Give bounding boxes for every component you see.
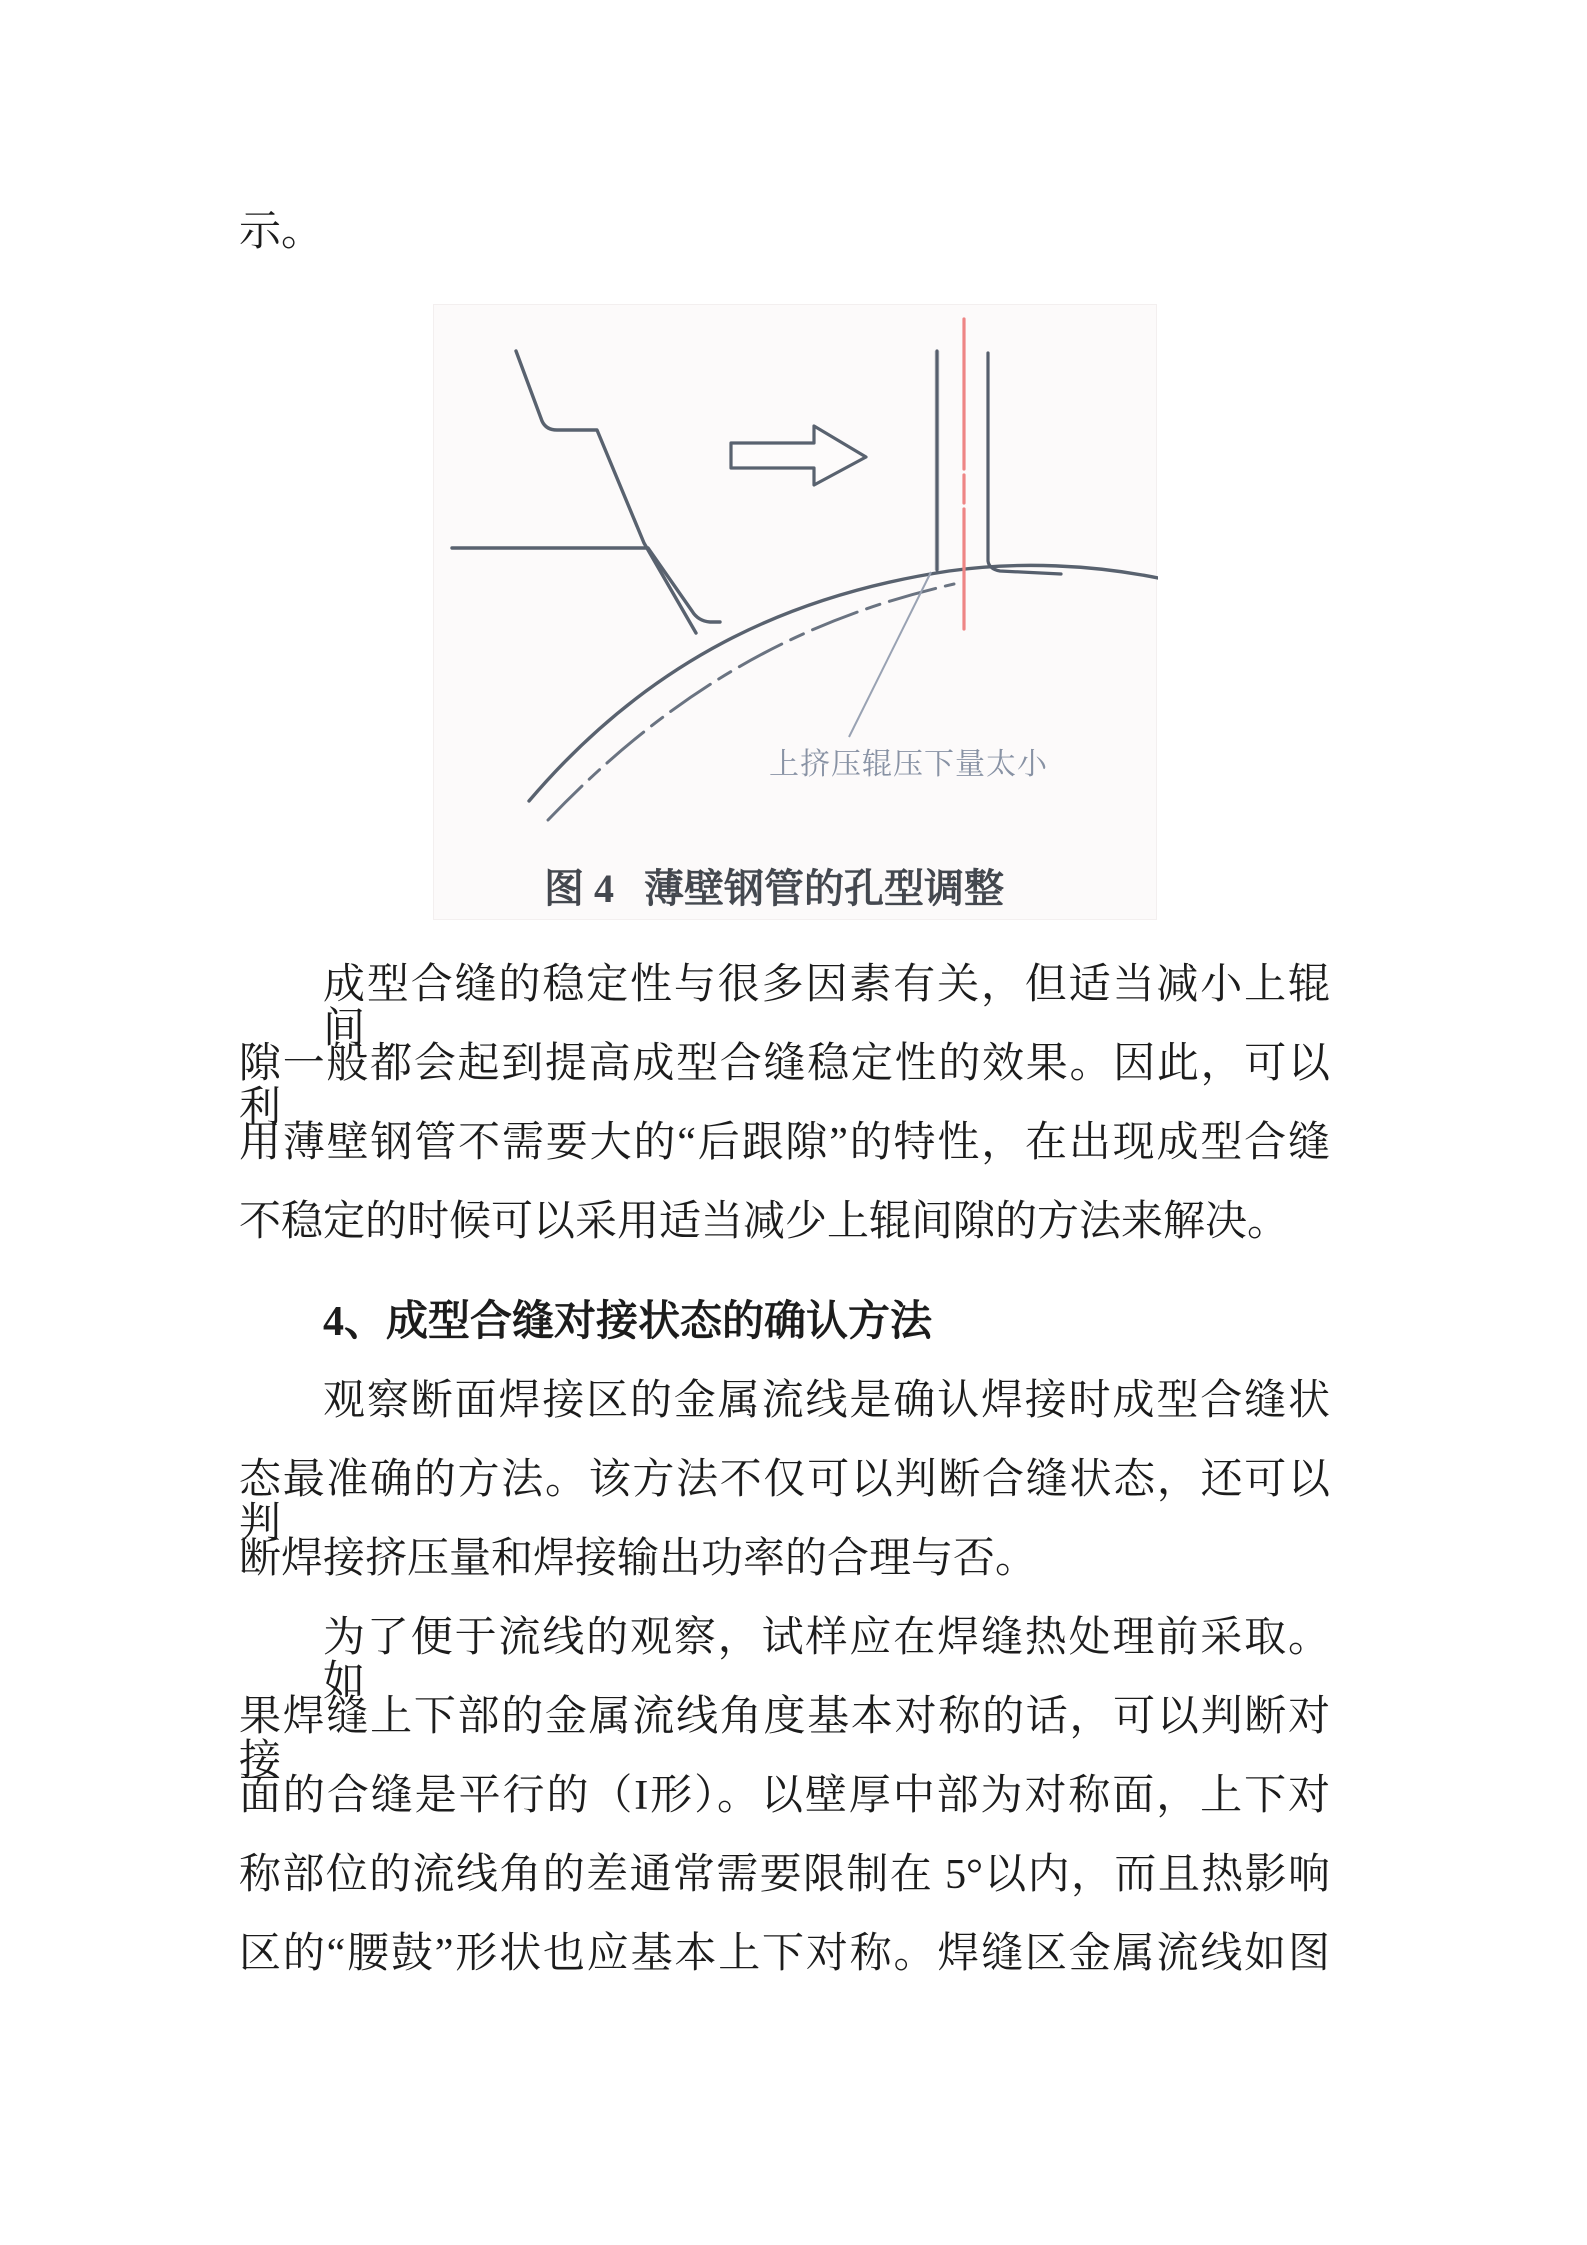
pass-right-edge (988, 353, 1061, 574)
figure-caption-number: 图 4 (544, 866, 614, 911)
section-heading: 4、成型合缝对接状态的确认方法 (323, 1299, 933, 1345)
paragraph2-line1: 观察断面焊接区的金属流线是确认焊接时成型合缝状 (323, 1378, 1330, 1424)
paragraph1-line2: 隙一般都会起到提高成型合缝稳定性的效果。因此，可以利 (239, 1041, 1330, 1132)
paragraph3-line1: 为了便于流线的观察，试样应在焊缝热处理前采取。如 (323, 1615, 1330, 1706)
intro-line: 示。 (239, 209, 324, 255)
direction-arrow-icon (731, 426, 866, 485)
figure-caption (544, 857, 1004, 914)
paragraph1-line1: 成型合缝的稳定性与很多因素有关，但适当减小上辊间 (323, 962, 1330, 1053)
roll-gap-line (452, 548, 720, 622)
pipe-inner-arc (548, 584, 954, 820)
roll-pass-sketch (434, 305, 1158, 921)
annotation-leader-line (849, 572, 931, 737)
paragraph3-line5: 区的“腰鼓”形状也应基本上下对称。焊缝区金属流线如图 (239, 1931, 1330, 1977)
paragraph1-line3: 用薄壁钢管不需要大的“后跟隙”的特性，在出现成型合缝 (239, 1120, 1330, 1166)
paragraph2-line2: 态最准确的方法。该方法不仅可以判断合缝状态，还可以判 (239, 1457, 1330, 1548)
figure-caption-title: 薄壁钢管的孔型调整 (644, 866, 1004, 911)
roll-profile-line (516, 351, 696, 633)
paragraph3-line4: 称部位的流线角的差通常需要限制在 5°以内，而且热影响 (239, 1852, 1330, 1898)
paragraph3-line3: 面的合缝是平行的（I形）。以壁厚中部为对称面，上下对 (239, 1773, 1330, 1819)
figure-4 (433, 304, 1157, 920)
paragraph3-line2: 果焊缝上下部的金属流线角度基本对称的话，可以判断对接 (239, 1694, 1330, 1785)
figure-annotation: 上挤压辊压下量太小 (769, 748, 1048, 781)
paragraph2-line3: 断焊接挤压量和焊接输出功率的合理与否。 (239, 1536, 1038, 1582)
paragraph1-line4: 不稳定的时候可以采用适当减少上辊间隙的方法来解决。 (239, 1199, 1290, 1245)
